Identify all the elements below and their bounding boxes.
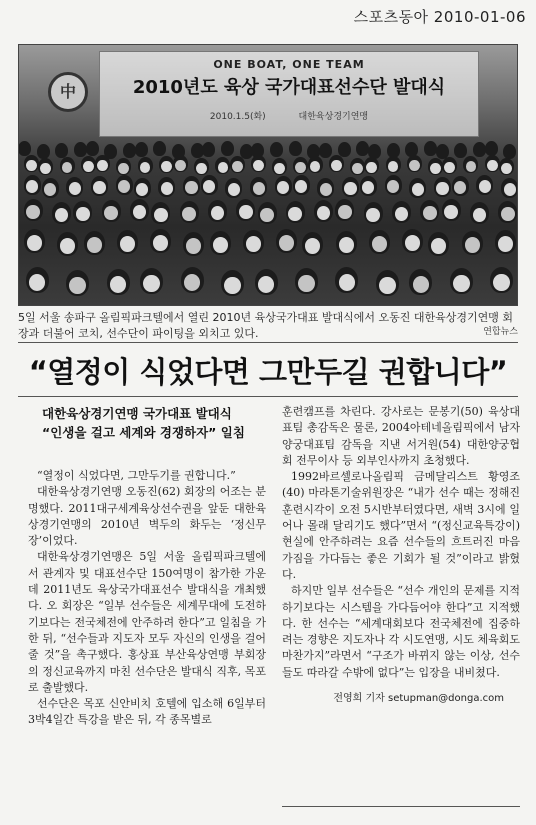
subhead-line-2: “인생을 걸고 세계와 경쟁하자” 일침: [42, 425, 245, 440]
person-face: [498, 236, 513, 252]
person-face: [412, 183, 424, 196]
person-face: [331, 160, 342, 171]
person-face: [366, 162, 377, 173]
person-face: [320, 183, 332, 196]
person-face: [352, 163, 363, 174]
person-face: [298, 275, 315, 292]
person-face: [40, 163, 51, 174]
person-face: [465, 237, 480, 253]
person-face: [453, 275, 470, 292]
person-face: [213, 237, 228, 253]
banner-date: 2010.1.5(화) 대한육상경기연맹: [209, 112, 369, 122]
person-head: [424, 141, 437, 156]
person-head: [202, 142, 215, 157]
person-face: [182, 207, 196, 221]
person-face: [120, 236, 135, 252]
person-face: [253, 182, 265, 195]
person-face: [423, 206, 437, 220]
person-face: [274, 163, 285, 174]
person-face: [504, 183, 516, 196]
person-face: [288, 207, 302, 221]
person-head: [485, 141, 498, 156]
divider-mid: [18, 396, 518, 397]
person-face: [366, 208, 380, 222]
person-face: [372, 236, 387, 252]
photo-credit: 연합뉴스: [483, 327, 518, 337]
person-face: [76, 207, 90, 221]
person-face: [239, 205, 253, 219]
person-face: [430, 163, 441, 174]
person-face: [444, 205, 458, 219]
newspaper-masthead: 스포츠동아 2010-01-06: [353, 8, 526, 26]
person-face: [466, 161, 477, 172]
person-head: [135, 142, 148, 157]
person-face: [83, 161, 94, 172]
person-face: [133, 205, 147, 219]
paragraph: 하지만 일부 선수들은 “선수 개인의 문제를 지적하기보다는 시스템을 가다듬어야 한다”고 지적했다. 한 선수는 “세계대회보다 전국체전에 집중하려는 경향은 지도자나 각 시도연맹, 시도 체육회도 마찬가지”라면서 “구조가 바뀌지 않는 이상, 선수들도 따라갈 수밖에 없다”는 입장을 내비쳤다.: [282, 584, 520, 679]
person-face: [140, 162, 151, 173]
person-face: [118, 163, 129, 174]
divider-bottom: [282, 806, 520, 807]
person-face: [185, 181, 197, 194]
person-face: [97, 160, 108, 171]
person-head: [37, 144, 50, 159]
person-face: [387, 180, 399, 193]
person-face: [344, 182, 356, 195]
person-face: [161, 161, 172, 172]
person-face: [295, 162, 306, 173]
person-head: [55, 143, 68, 158]
person-face: [44, 183, 56, 196]
person-face: [224, 277, 241, 294]
person-face: [87, 237, 102, 253]
person-face: [338, 205, 352, 219]
person-head: [153, 141, 166, 156]
person-face: [260, 208, 274, 222]
person-head: [74, 142, 87, 157]
paragraph: “열정이 식었다면, 그만두기를 권합니다.”: [37, 469, 236, 482]
person-head: [123, 143, 136, 158]
event-banner: [59, 51, 479, 137]
person-head: [18, 141, 31, 156]
person-head: [473, 142, 486, 157]
person-head: [221, 141, 234, 156]
person-face: [218, 162, 229, 173]
right-body: [282, 404, 520, 681]
paragraph: 선수단은 목포 신안비치 호텔에 입소해 6일부터 3박4일간 특강을 받은 뒤, 각 종목별로: [28, 697, 266, 727]
paragraph: 대한육상경기연맹은 5일 서울 올림픽파크텔에서 관계자 및 대표선수단 150여명이 참가한 가운데 2011년도 육상국가대표선수 발대식을 개최했다. 오 회장은 “일부 선수들은 세계무대에 도전하기보다는 전국체전에 안주하려 한다”고 일침을 가한 뒤, “선수들과 지도자 모두 자신의 인생을 걸어 줄 것”을 촉구했다. 홍상표 부산육상연맹 부회장의 정신교육까지 마친 선수단은 발대식 직후, 목포로 출발했다.: [28, 550, 266, 694]
article-column-left: [28, 404, 266, 729]
person-face: [295, 180, 307, 193]
reporter-byline: 전영희 기자 setupman@donga.com: [333, 693, 504, 705]
subhead-line-1: 대한육상경기연맹 국가대표 발대식: [42, 406, 232, 421]
person-face: [379, 277, 396, 294]
article-column-right: [282, 404, 520, 704]
person-face: [143, 275, 160, 292]
person-face: [154, 208, 168, 222]
person-face: [26, 160, 37, 171]
person-head: [503, 144, 516, 159]
paragraph: 대한육상경기연맹 오동진(62) 회장의 어조는 분명했다. 2011대구세계육상선수권을 앞둔 대한육상경기연맹의 2010년 벽두의 화두는 ‘정신무장’이었다.: [28, 485, 266, 548]
person-face: [444, 162, 455, 173]
person-head: [86, 141, 99, 156]
person-face: [136, 183, 148, 196]
person-face: [246, 236, 261, 252]
banner-slogan: ONE BOAT, ONE TEAM: [213, 58, 365, 71]
person-face: [388, 161, 399, 172]
person-face: [479, 180, 491, 193]
crowd-of-athletes: [19, 137, 517, 305]
person-face: [436, 182, 448, 195]
person-face: [26, 205, 40, 219]
person-face: [228, 183, 240, 196]
person-head: [338, 142, 351, 157]
left-body: [28, 468, 266, 729]
person-face: [211, 206, 225, 220]
banner-title: 2010년도 육상 국가대표선수단 발대식: [132, 77, 446, 98]
team-photo: [18, 44, 518, 306]
paragraph: 1992바르셀로나올림픽 금메달리스트 황영조(40) 마라톤기술위원장은 “내가 선수 때는 정해진 훈련시각이 오전 5시반부터였다면, 새벽 3시에 일어나 몰래 달리기도 했다”면서 “(정신교육특강이) 현실에 안주하려는 요즘 선수들의 흐트러진 마음가짐을 가다듬는 좋은 기회가 될 것”이라고 밝혔다.: [282, 470, 520, 581]
person-head: [270, 142, 283, 157]
person-face: [409, 160, 420, 171]
person-face: [253, 160, 264, 171]
person-face: [69, 277, 86, 294]
person-face: [104, 206, 118, 220]
person-head: [289, 141, 302, 156]
photo-caption: 5일 서울 송파구 올림픽파크텔에서 열린 2010년 육상국가대표 발대식에서 오동진 대한육상경기연맹 회장과 더불어 코치, 선수단이 파이팅을 외치고 있다.: [18, 311, 513, 340]
person-head: [454, 143, 467, 158]
person-face: [501, 163, 512, 174]
person-face: [175, 160, 186, 171]
person-head: [319, 143, 332, 158]
person-face: [93, 181, 105, 194]
paragraph: 훈련캠프를 차린다. 강사로는 문봉기(50) 육상대표팀 총감독은 물론, 2004아테네올림픽에서 남자양궁대표팀 감독을 지낸 서거원(54) 대한양궁협회 전무이사 등 외부인사까지 초청했다.: [282, 405, 520, 467]
article-headline: “열정이 식었다면 그만두길 권합니다”: [28, 355, 508, 389]
person-face: [339, 237, 354, 253]
person-face: [69, 182, 81, 195]
person-face: [487, 160, 498, 171]
federation-logo-icon: 中: [48, 72, 88, 112]
person-face: [501, 207, 515, 221]
person-face: [161, 182, 173, 195]
person-face: [196, 163, 207, 174]
divider-top: [18, 342, 518, 343]
person-face: [232, 161, 243, 172]
